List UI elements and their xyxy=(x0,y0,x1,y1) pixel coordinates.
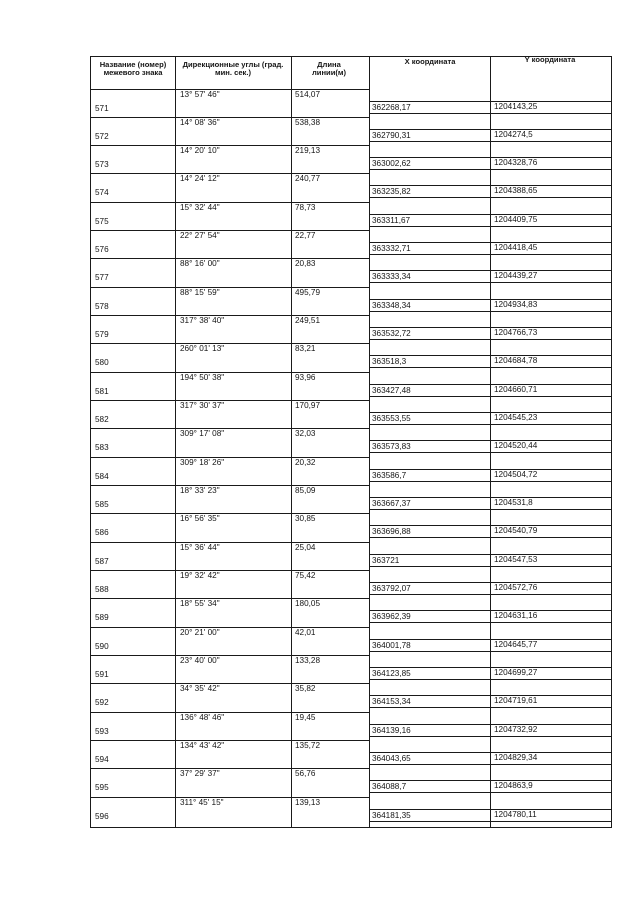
segment-row-line xyxy=(90,343,369,344)
point-row-line xyxy=(369,299,611,300)
segment-length: 135,72 xyxy=(295,741,321,750)
point-name: 580 xyxy=(95,358,109,367)
point-x: 364123,85 xyxy=(372,669,411,678)
point-row-line xyxy=(369,554,611,555)
point-name: 588 xyxy=(95,585,109,594)
point-name: 576 xyxy=(95,245,109,254)
point-row-line xyxy=(369,667,611,668)
point-name: 572 xyxy=(95,132,109,141)
point-name: 596 xyxy=(95,812,109,821)
point-name: 583 xyxy=(95,443,109,452)
segment-row-line xyxy=(90,287,369,288)
point-y: 1204780,11 xyxy=(494,810,537,819)
point-row-line xyxy=(369,809,611,810)
segment-angle: 134° 43' 42" xyxy=(180,741,225,750)
point-x: 363553,55 xyxy=(372,414,411,423)
segment-length: 25,04 xyxy=(295,543,316,552)
point-name: 581 xyxy=(95,387,109,396)
point-name: 593 xyxy=(95,727,109,736)
point-name: 590 xyxy=(95,642,109,651)
segment-length: 32,03 xyxy=(295,429,316,438)
segment-length: 514,07 xyxy=(295,90,321,99)
segment-angle: 34° 35' 42" xyxy=(180,684,220,693)
segment-row-line xyxy=(90,485,369,486)
point-y: 1204631,16 xyxy=(494,611,538,620)
point-row-line xyxy=(369,610,611,611)
point-row-line xyxy=(369,780,611,781)
point-name: 574 xyxy=(95,188,109,197)
point-row-line xyxy=(369,537,611,538)
point-row-line xyxy=(369,355,611,356)
point-row-line xyxy=(369,412,611,413)
segment-length: 133,28 xyxy=(295,656,321,665)
point-row-line xyxy=(369,481,611,482)
point-row-line xyxy=(369,101,611,102)
point-y: 1204143,25 xyxy=(494,102,538,111)
segment-angle: 37° 29' 37" xyxy=(180,769,220,778)
segment-length: 170,97 xyxy=(295,401,321,410)
segment-angle: 14° 20' 10" xyxy=(180,146,220,155)
segment-length: 83,21 xyxy=(295,344,316,353)
segment-length: 93,96 xyxy=(295,373,316,382)
point-x: 364001,78 xyxy=(372,641,411,650)
segment-length: 495,79 xyxy=(295,288,321,297)
point-name: 595 xyxy=(95,783,109,792)
point-row-line xyxy=(369,679,611,680)
point-row-line xyxy=(369,639,611,640)
point-row-line xyxy=(369,141,611,142)
point-row-line xyxy=(369,113,611,114)
segment-length: 85,09 xyxy=(295,486,316,495)
segment-length: 139,13 xyxy=(295,798,321,807)
segment-angle: 15° 32' 44" xyxy=(180,203,220,212)
segment-row-line xyxy=(90,258,369,259)
column-divider xyxy=(611,56,612,827)
point-row-line xyxy=(369,594,611,595)
segment-angle: 22° 27' 54" xyxy=(180,231,220,240)
segment-row-line xyxy=(90,173,369,174)
point-row-line xyxy=(369,396,611,397)
point-x: 364181,35 xyxy=(372,811,411,820)
segment-length: 30,85 xyxy=(295,514,316,523)
segment-angle: 23° 40' 00" xyxy=(180,656,220,665)
segment-row-line xyxy=(90,372,369,373)
point-x: 363235,82 xyxy=(372,187,411,196)
point-y: 1204934,83 xyxy=(494,300,538,309)
segment-row-line xyxy=(90,202,369,203)
segment-row-line xyxy=(90,457,369,458)
point-y: 1204540,79 xyxy=(494,526,538,535)
point-row-line xyxy=(369,270,611,271)
point-y: 1204829,34 xyxy=(494,753,538,762)
point-y: 1204684,78 xyxy=(494,356,538,365)
point-x: 362268,17 xyxy=(372,103,411,112)
point-row-line xyxy=(369,157,611,158)
segment-angle: 88° 16' 00" xyxy=(180,259,220,268)
segment-length: 219,13 xyxy=(295,146,321,155)
point-row-line xyxy=(369,525,611,526)
header-length: Длина линии(м) xyxy=(311,60,347,78)
point-y: 1204863,9 xyxy=(494,781,533,790)
segment-length: 249,51 xyxy=(295,316,321,325)
point-x: 363573,83 xyxy=(372,442,411,451)
segment-row-line xyxy=(90,145,369,146)
header-y: Y координата xyxy=(524,55,576,64)
point-y: 1204520,44 xyxy=(494,441,538,450)
point-row-line xyxy=(369,169,611,170)
point-name: 571 xyxy=(95,104,109,113)
segment-angle: 14° 08' 36" xyxy=(180,118,220,127)
point-row-line xyxy=(369,197,611,198)
point-name: 582 xyxy=(95,415,109,424)
point-y: 1204766,73 xyxy=(494,328,538,337)
point-row-line xyxy=(369,622,611,623)
point-row-line xyxy=(369,242,611,243)
point-row-line xyxy=(369,424,611,425)
segment-row-line xyxy=(90,768,369,769)
point-y: 1204699,27 xyxy=(494,668,538,677)
segment-length: 19,45 xyxy=(295,713,316,722)
point-x: 363002,62 xyxy=(372,159,411,168)
segment-angle: 309° 18' 26" xyxy=(180,458,225,467)
segment-angle: 317° 30' 37" xyxy=(180,401,225,410)
point-x: 363333,34 xyxy=(372,272,411,281)
point-y: 1204719,61 xyxy=(494,696,538,705)
point-row-line xyxy=(369,509,611,510)
segment-angle: 20° 21' 00" xyxy=(180,628,220,637)
point-y: 1204418,45 xyxy=(494,243,538,252)
segment-angle: 260° 01' 13" xyxy=(180,344,225,353)
point-y: 1204439,27 xyxy=(494,271,538,280)
segment-angle: 18° 33' 23" xyxy=(180,486,220,495)
point-x: 363427,48 xyxy=(372,386,411,395)
point-row-line xyxy=(369,497,611,498)
point-y: 1204545,23 xyxy=(494,413,538,422)
point-name: 584 xyxy=(95,472,109,481)
point-x: 364139,16 xyxy=(372,726,411,735)
column-divider xyxy=(490,56,491,827)
point-row-line xyxy=(369,695,611,696)
segment-angle: 18° 55' 34" xyxy=(180,599,220,608)
point-name: 594 xyxy=(95,755,109,764)
segment-row-line xyxy=(90,315,369,316)
point-x: 362790,31 xyxy=(372,131,411,140)
segment-row-line xyxy=(90,712,369,713)
point-y: 1204547,53 xyxy=(494,555,538,564)
point-x: 364088,7 xyxy=(372,782,407,791)
point-x: 364153,34 xyxy=(372,697,411,706)
point-x: 363311,67 xyxy=(372,216,411,225)
point-x: 363792,07 xyxy=(372,584,411,593)
segment-angle: 88° 15' 59" xyxy=(180,288,220,297)
segment-row-line xyxy=(90,598,369,599)
point-row-line xyxy=(369,821,611,822)
point-name: 573 xyxy=(95,160,109,169)
point-name: 579 xyxy=(95,330,109,339)
point-x: 363332,71 xyxy=(372,244,411,253)
point-name: 587 xyxy=(95,557,109,566)
segment-length: 538,38 xyxy=(295,118,321,127)
segment-length: 35,82 xyxy=(295,684,316,693)
point-y: 1204732,92 xyxy=(494,725,538,734)
point-row-line xyxy=(369,469,611,470)
point-x: 363586,7 xyxy=(372,471,407,480)
header-x: X координата xyxy=(404,57,456,66)
point-row-line xyxy=(369,129,611,130)
segment-row-line xyxy=(90,117,369,118)
point-y: 1204660,71 xyxy=(494,385,538,394)
point-name: 575 xyxy=(95,217,109,226)
point-name: 585 xyxy=(95,500,109,509)
segment-angle: 311° 45' 15" xyxy=(180,798,224,807)
segment-length: 22,77 xyxy=(295,231,316,240)
segment-angle: 309° 17' 08" xyxy=(180,429,225,438)
segment-angle: 19° 32' 42" xyxy=(180,571,220,580)
segment-length: 56,76 xyxy=(295,769,316,778)
point-y: 1204409,75 xyxy=(494,215,538,224)
point-x: 364043,65 xyxy=(372,754,411,763)
segment-row-line xyxy=(90,797,369,798)
point-row-line xyxy=(369,327,611,328)
point-row-line xyxy=(369,311,611,312)
point-x: 363532,72 xyxy=(372,329,411,338)
point-y: 1204531,8 xyxy=(494,498,533,507)
point-row-line xyxy=(369,214,611,215)
point-row-line xyxy=(369,792,611,793)
segment-length: 20,83 xyxy=(295,259,316,268)
point-x: 363721 xyxy=(372,556,400,565)
point-row-line xyxy=(369,724,611,725)
point-row-line xyxy=(369,440,611,441)
table-bottom-border xyxy=(90,827,612,828)
segment-angle: 13° 57' 46" xyxy=(180,90,220,99)
segment-row-line xyxy=(90,400,369,401)
column-divider xyxy=(369,56,370,827)
point-y: 1204328,76 xyxy=(494,158,538,167)
point-name: 592 xyxy=(95,698,109,707)
segment-length: 240,77 xyxy=(295,174,321,183)
segment-angle: 136° 48' 46" xyxy=(180,713,225,722)
point-x: 363348,34 xyxy=(372,301,411,310)
point-x: 363667,37 xyxy=(372,499,411,508)
segment-length: 75,42 xyxy=(295,571,316,580)
point-row-line xyxy=(369,752,611,753)
point-row-line xyxy=(369,185,611,186)
point-row-line xyxy=(369,452,611,453)
header-angle: Дирекционные углы (град. мин. сек.) xyxy=(182,60,284,78)
point-row-line xyxy=(369,582,611,583)
point-row-line xyxy=(369,367,611,368)
point-y: 1204504,72 xyxy=(494,470,538,479)
header-name: Название (номер) межевого знака xyxy=(99,60,167,78)
point-x: 363518,3 xyxy=(372,357,407,366)
point-row-line xyxy=(369,764,611,765)
segment-angle: 194° 50' 38" xyxy=(180,373,225,382)
point-x: 363696,88 xyxy=(372,527,411,536)
point-name: 589 xyxy=(95,613,109,622)
point-row-line xyxy=(369,339,611,340)
point-row-line xyxy=(369,736,611,737)
point-row-line xyxy=(369,566,611,567)
point-name: 577 xyxy=(95,273,109,282)
point-name: 578 xyxy=(95,302,109,311)
segment-row-line xyxy=(90,542,369,543)
segment-angle: 14° 24' 12" xyxy=(180,174,220,183)
point-x: 363962,39 xyxy=(372,612,411,621)
segment-row-line xyxy=(90,89,369,90)
segment-length: 42,01 xyxy=(295,628,316,637)
segment-row-line xyxy=(90,740,369,741)
point-name: 586 xyxy=(95,528,109,537)
segment-angle: 16° 56' 35" xyxy=(180,514,220,523)
segment-row-line xyxy=(90,428,369,429)
point-y: 1204274,5 xyxy=(494,130,533,139)
segment-row-line xyxy=(90,513,369,514)
segment-length: 78,73 xyxy=(295,203,316,212)
segment-row-line xyxy=(90,570,369,571)
point-row-line xyxy=(369,651,611,652)
point-name: 591 xyxy=(95,670,109,679)
point-row-line xyxy=(369,226,611,227)
point-row-line xyxy=(369,254,611,255)
point-row-line xyxy=(369,707,611,708)
segment-row-line xyxy=(90,655,369,656)
segment-angle: 15° 36' 44" xyxy=(180,543,220,552)
segment-row-line xyxy=(90,627,369,628)
point-y: 1204388,65 xyxy=(494,186,538,195)
point-y: 1204645,77 xyxy=(494,640,538,649)
point-y: 1204572,76 xyxy=(494,583,538,592)
segment-length: 180,05 xyxy=(295,599,321,608)
point-row-line xyxy=(369,384,611,385)
segment-row-line xyxy=(90,230,369,231)
segment-length: 20,32 xyxy=(295,458,316,467)
point-row-line xyxy=(369,282,611,283)
segment-row-line xyxy=(90,683,369,684)
segment-angle: 317° 38' 40" xyxy=(180,316,225,325)
